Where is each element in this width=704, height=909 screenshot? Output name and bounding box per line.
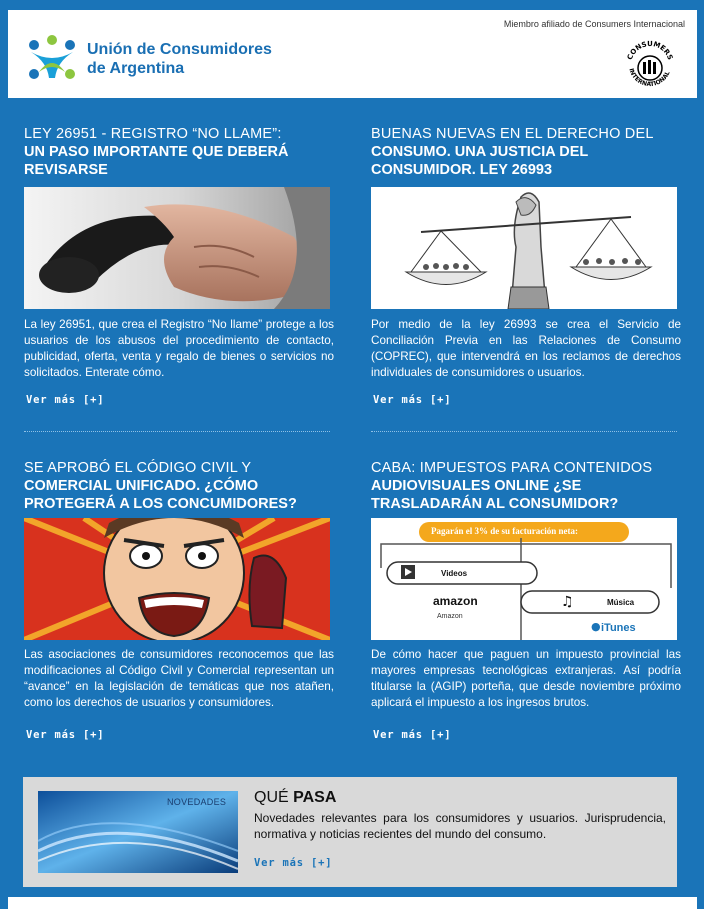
title-line: BUENAS NUEVAS EN EL DERECHO DEL — [371, 126, 654, 142]
article-summary: La ley 26951, que crea el Registro “No llame” protege a los usuarios de los abusos del procedimiento de contacto, publicidad, oferta, venta y regalo de bienes o servicios no solicitados. Enterate cómo. — [24, 318, 334, 379]
article-title[interactable] — [371, 459, 677, 513]
angry-man-on-phone-image[interactable] — [24, 518, 330, 640]
article-justicia-consumidor — [371, 125, 681, 415]
consumers-international-logo-icon[interactable] — [623, 38, 677, 92]
article-title[interactable] — [24, 125, 330, 179]
ucar-logo-icon[interactable] — [25, 32, 79, 86]
title-line: CONSUMO. UNA JUSTICIA DEL — [371, 144, 589, 160]
footer-strip — [8, 897, 697, 909]
que-pasa-description: Novedades relevantes para los consumidores y usuarios. Jurisprudencia, normativa y noticias recientes del mundo del consumo. — [254, 811, 666, 841]
infographic-videos-label: Videos — [441, 569, 468, 578]
que-pasa-section — [23, 777, 677, 887]
infographic-itunes-label: iTunes — [601, 622, 636, 634]
brand-name[interactable] — [87, 40, 272, 78]
title-line: UN PASO IMPORTANTE QUE DEBERÁ — [24, 144, 289, 160]
telephone-handset-image[interactable] — [24, 187, 330, 309]
title-line: CONSUMIDOR. LEY 26993 — [371, 162, 553, 178]
amazon-logo: amazon — [433, 594, 478, 608]
novedades-thumbnail-image[interactable] — [38, 791, 238, 873]
title-line: REVISARSE — [24, 162, 108, 178]
article-codigo-civil — [24, 459, 334, 749]
svg-text:●: ● — [591, 620, 601, 633]
svg-text:INTERNATIONAL: INTERNATIONAL — [627, 67, 672, 89]
read-more-link[interactable]: Ver más [+] — [373, 394, 452, 406]
top-band — [0, 0, 704, 10]
brand-line-1: Unión de Consumidores — [87, 41, 272, 58]
title-line: PROTEGERÁ A LOS CONCUMIDORES? — [24, 496, 297, 512]
article-summary: De cómo hacer que paguen un impuesto provincial las mayores empresas tecnológicas extranjeras. Así podría titularse la (AGIP) porteña, que desde noviembre próximo aplicará el impuesto a los ingresos brutos. — [371, 648, 681, 709]
title-bold: PASA — [293, 789, 337, 806]
title-line: TRASLADARÁN AL CONSUMIDOR? — [371, 496, 619, 512]
article-summary: Por medio de la ley 26993 se crea el Servicio de Conciliación Previa en las Relaciones de Consumo (COPREC), que intervendrá en los reclamos de derechos individuales de consumidores o usuarios. — [371, 318, 681, 379]
novedades-label: NOVEDADES — [167, 797, 227, 807]
brand-line-2: de Argentina — [87, 60, 185, 77]
title-line: AUDIOVISUALES ONLINE ¿SE — [371, 478, 582, 494]
scales-of-justice-image[interactable] — [371, 187, 677, 309]
read-more-link[interactable]: Ver más [+] — [373, 729, 452, 741]
title-light: QUÉ — [254, 789, 294, 806]
infographic-banner: Pagarán el 3% de su facturación neta: — [431, 526, 578, 536]
title-line: COMERCIAL UNIFICADO. ¿CÓMO — [24, 478, 259, 494]
article-title[interactable] — [24, 459, 330, 513]
tax-infographic-image[interactable] — [371, 518, 677, 640]
svg-text:♫: ♫ — [561, 594, 574, 610]
read-more-link[interactable]: Ver más [+] — [254, 857, 333, 869]
article-registro-no-llame — [24, 125, 334, 415]
section-divider — [24, 431, 330, 432]
svg-text:CONSUMERS: CONSUMERS — [625, 39, 675, 62]
section-divider — [371, 431, 677, 432]
article-summary: Las asociaciones de consumidores reconocemos que las modificaciones al Código Civil y Comercial representan un “avance” en la legislación de temáticas que nos atañen, como los derechos de usuarios y consumidores. — [24, 648, 334, 709]
title-line: LEY 26951 - REGISTRO “NO LLAME”: — [24, 126, 282, 142]
header — [8, 10, 697, 98]
read-more-link[interactable]: Ver más [+] — [26, 394, 105, 406]
title-line: SE APROBÓ EL CÓDIGO CIVIL Y — [24, 460, 252, 476]
read-more-link[interactable]: Ver más [+] — [26, 729, 105, 741]
article-impuestos-caba — [371, 459, 681, 749]
member-affiliation-text: Miembro afiliado de Consumers Internacional — [503, 19, 685, 29]
que-pasa-title — [254, 789, 336, 807]
title-line: CABA: IMPUESTOS PARA CONTENIDOS — [371, 460, 653, 476]
article-title[interactable] — [371, 125, 677, 179]
infographic-amazon-label: Amazon — [437, 613, 463, 620]
infographic-musica-label: Música — [607, 598, 635, 607]
